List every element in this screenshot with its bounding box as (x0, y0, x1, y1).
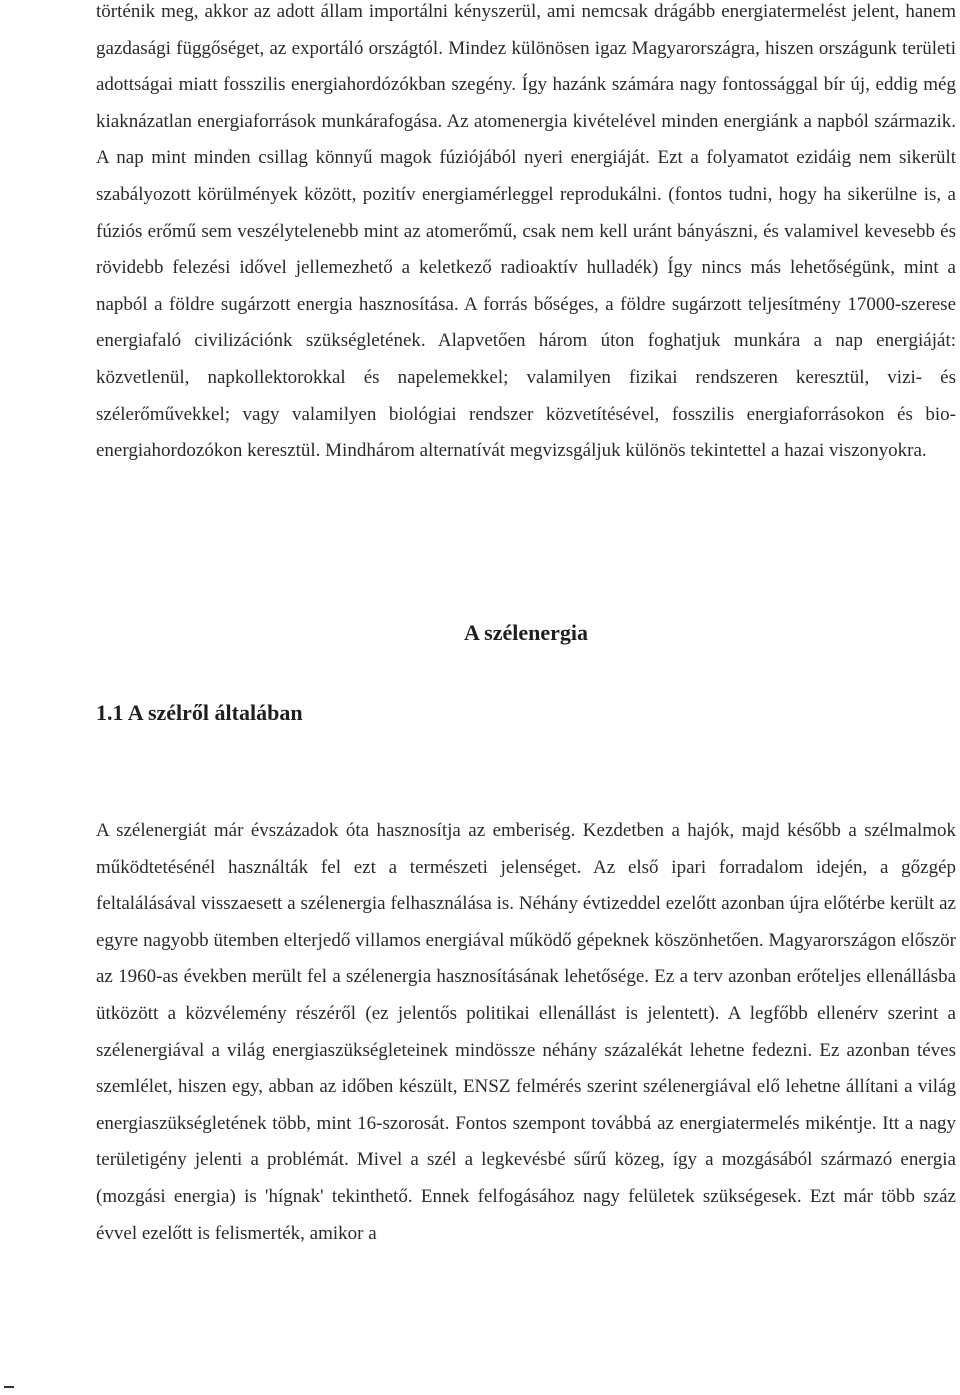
section-paragraph: A szélenergiát már évszázadok óta hasznosítja az emberiség. Kezdetben a hajók, majd később a szélmalmok működtetésénél használták fel ezt a természeti jelenséget. Az első ipari forradalom idején, a gőzgép feltalálásával visszaesett a szélenergia felhasználása is. Néhány évtizeddel ezelőtt azonban újra előtérbe került az egyre nagyobb ütemben elterjedő villamos energiával működő gépeknek köszönhetően. Magyarországon először az 1960-as években merült fel a szélenergia hasznosításának lehetősége. Ez a terv azonban erőteljes ellenállásba ütközött a közvélemény részéről (ez jelentős politikai ellenállást is jelentett). A legfőbb ellenérv szerint a szélenergiával a világ energiaszükségleteinek mindössze néhány százalékát lehetne fedezni. Ez azonban téves szemlélet, hiszen egy, abban az időben készült, ENSZ felmérés szerint szélenergiával elő lehetne állítani a világ energiaszükségletének több, mint 16-szorosát. Fontos szempont továbbá az energiatermelés mikéntje. Itt a nagy területigény jelenti a problémát. Mivel a szél a legkevésbé sűrű közeg, így a mozgásából származó energia (mozgási energia) is 'hígnak' tekinthető. Ennek felfogásához nagy felületek szükségesek. Ezt már több száz évvel ezelőtt is felismerték, amikor a (96, 820, 956, 1244)
chapter-title: A szélenergia (463, 620, 589, 645)
scan-mark (4, 1386, 14, 1388)
section-title: 1.1 A szélről általában (96, 700, 303, 725)
intro-paragraph: történik meg, akkor az adott állam importálni kényszerül, ami nemcsak drágább energiatermelést jelent, hanem gazdasági függőséget, az exportáló országtól. Mindez különösen igaz Magyarországra, hiszen országunk területi adottságai miatt fosszilis energiahordózókban szegény. Így hazánk számára nagy fontossággal bír új, eddig még kiaknázatlan energiaforrások munkárafogása. Az atomenergia kivételével minden energiánk a napból származik. A nap mint minden csillag könnyű magok fúziójából nyeri energiáját. Ezt a folyamatot ezidáig nem sikerült szabályozott körülmények között, pozitív energiamérleggel reprodukálni. (fontos tudni, hogy ha sikerülne is, a fúziós erőmű sem veszélytelenebb mint az atomerőmű, csak nem kell uránt bányászni, és valamivel kevesebb és rövidebb felezési idővel jellemezhető a keletkező radioaktív hulladék) Így nincs más lehetőségünk, mint a napból a földre sugárzott energia hasznosítása. A forrás bőséges, a földre sugárzott teljesítmény 17000-szerese energiafaló civilizációnk szükségletének. Alapvetően három úton foghatjuk munkára a nap energiáját: közvetlenül, napkollektorokkal és napelemekkel; valamilyen fizikai rendszeren keresztül, vizi- és szélerőművekkel; vagy valamilyen biológiai rendszer közvetítésével, fosszilis energiaforrásokon és bio-energiahordozókon keresztül. Mindhárom alternatívát megvizsgáljuk különös tekintettel a hazai viszonyokra. (96, 1, 956, 462)
